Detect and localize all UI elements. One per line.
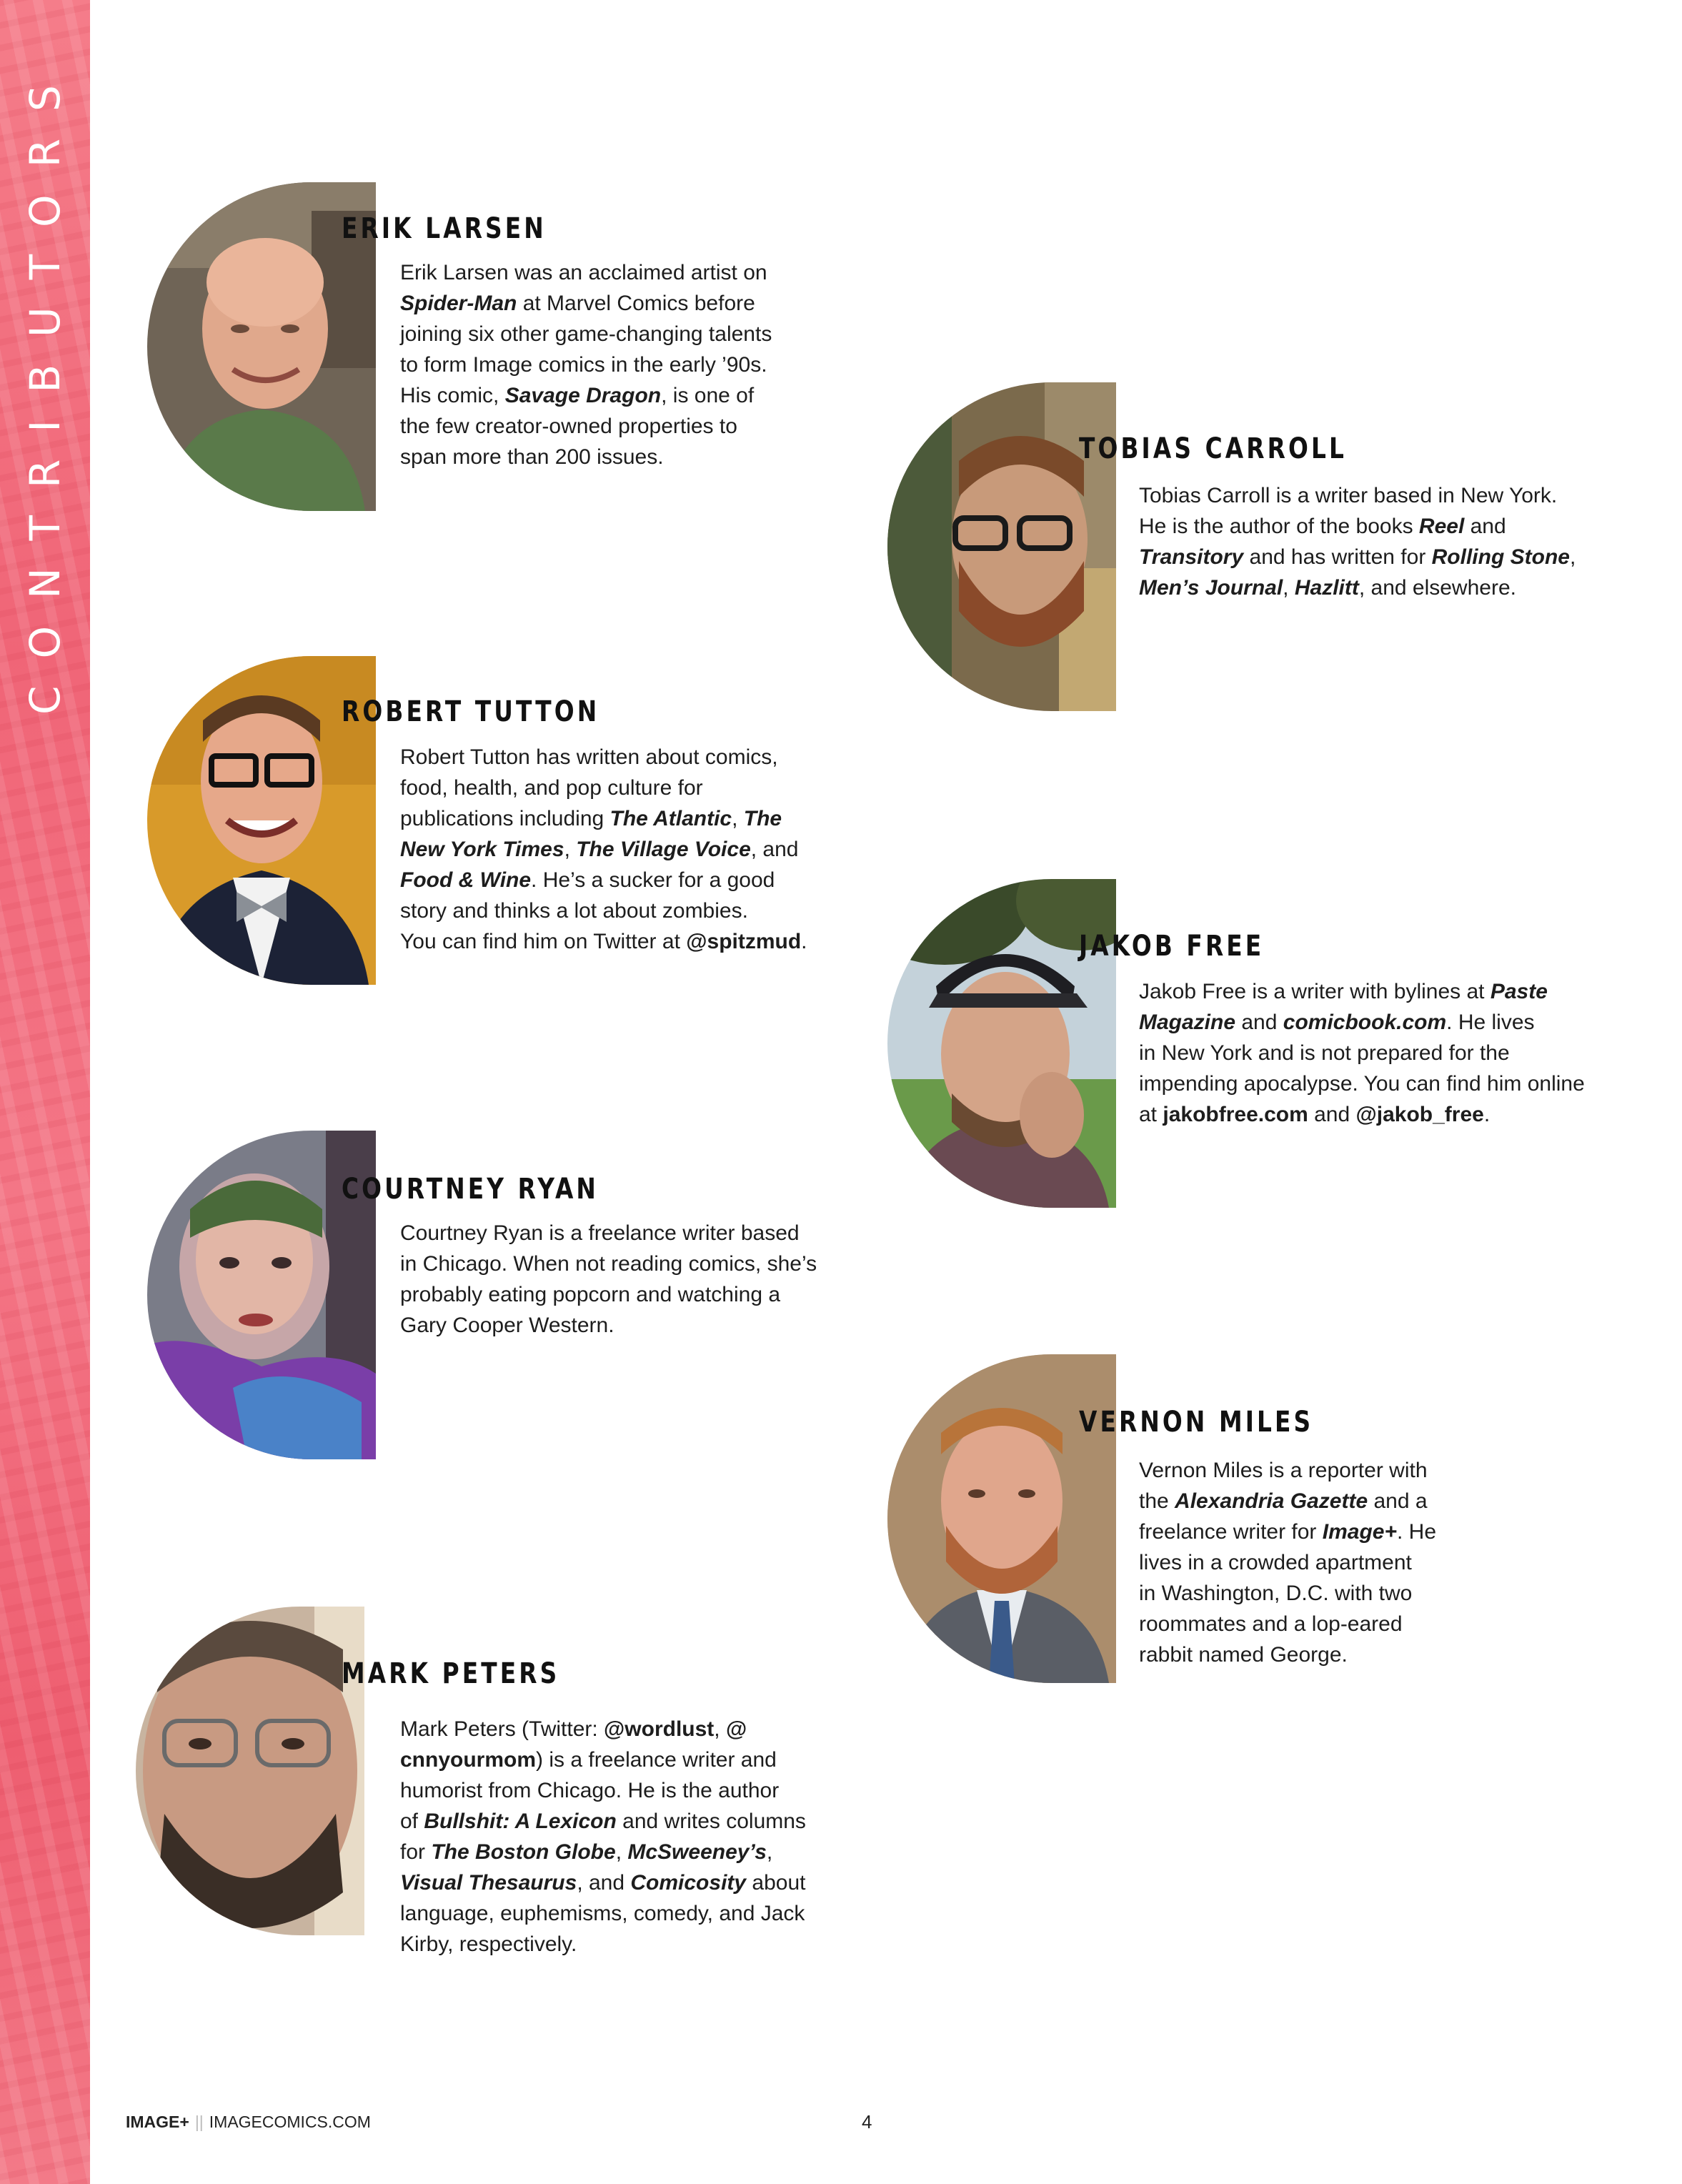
bio-text: in Washington, D.C. with two [1139,1582,1413,1605]
bio-emphasis: Food & Wine [400,868,532,892]
footer-brand-name: IMAGE+ [126,2113,189,2131]
bio-text: lives in a crowded apartment [1139,1551,1412,1574]
bio-text: , [1569,545,1576,569]
bio-line [1139,1639,1436,1670]
bio-emphasis: Hazlitt [1294,576,1359,600]
bio-text: , [615,1840,628,1864]
footer-separator: || [194,2113,204,2131]
bio-text: Gary Cooper Western. [400,1314,614,1337]
bio-text: and [1235,1011,1283,1034]
bio-emphasis: Magazine [1139,1011,1236,1034]
bio-emphasis: McSweeney’s [627,1840,767,1864]
bio-text: food, health, and pop culture for [400,776,703,800]
bio-line [400,1806,806,1837]
bio-text: language, euphemisms, comedy, and Jack [400,1902,805,1925]
bio-emphasis: Spider-Man [400,292,517,315]
bio-text: span more than 200 issues. [400,445,664,469]
bio-text: Erik Larsen was an acclaimed artist on [400,261,767,284]
contributor-name-vernon-miles: VERNON MILES [1079,1406,1314,1439]
bio-text: Courtney Ryan is a freelance writer based [400,1221,800,1245]
bio-text: , is one of [661,384,755,407]
footer-brand [126,2111,371,2133]
bio-line [400,865,807,895]
bio-line [1139,1099,1585,1130]
section-title: CONTRIBUTORS [21,58,69,715]
bio-line [1139,1486,1436,1517]
bio-emphasis: Bullshit: A Lexicon [424,1810,617,1833]
bio-text: about [746,1871,806,1895]
bio-line [400,1837,806,1867]
bio-line [1139,572,1576,603]
contributor-name-courtney-ryan: COURTNEY RYAN [342,1173,599,1206]
bio-text: , and elsewhere. [1358,576,1516,600]
bio-text: , [766,1840,773,1864]
bio-line [400,1929,806,1960]
bio-emphasis: The Boston Globe [431,1840,616,1864]
bio-line [1139,1455,1436,1486]
bio-text: story and thinks a lot about zombies. [400,899,748,923]
bio-text: and writes columns [616,1810,806,1833]
bio-emphasis: Alexandria Gazette [1175,1489,1368,1513]
bio-line [400,834,807,865]
bio-line [1139,1578,1436,1609]
bio-line [1139,1547,1436,1578]
bio-text: publications including [400,807,610,830]
bio-emphasis: Reel [1418,515,1465,538]
bio-emphasis: Transitory [1139,545,1244,569]
bio-emphasis: The Atlantic [609,807,732,830]
bio-line [400,1744,806,1775]
bio-line [400,319,772,349]
bio-line [400,411,772,442]
bio-text: He is the author of the books [1139,515,1419,538]
contributor-name-jakob-free: JAKOB FREE [1079,930,1265,963]
bio-line [400,442,772,472]
contributor-bio-mark-peters [400,1714,806,1960]
bio-line [1139,1068,1585,1099]
bio-text: at [1139,1103,1163,1126]
bio-text: in New York and is not prepared for the [1139,1041,1510,1065]
bio-text: , [1283,576,1295,600]
bio-line [400,1279,817,1310]
photo-jakob-free [887,879,1116,1208]
bio-line [400,895,807,926]
bio-emphasis: Image+ [1322,1520,1397,1544]
bio-text: Kirby, respectively. [400,1932,577,1956]
bio-line [400,257,772,288]
bio-line [400,288,772,319]
bio-text: , [564,838,577,861]
bio-line [1139,1038,1585,1068]
bio-text: Mark Peters (Twitter: [400,1717,604,1741]
bio-line [400,926,807,957]
bio-line [1139,1007,1585,1038]
bio-text: . He [1397,1520,1437,1544]
contributor-name-mark-peters: MARK PETERS [342,1657,560,1690]
bio-emphasis: @spitzmud [686,930,802,953]
bio-text: Robert Tutton has written about comics, [400,745,778,769]
bio-text: Tobias Carroll is a writer based in New York. [1139,484,1558,507]
bio-text: joining six other game-changing talents [400,322,772,346]
contributor-bio-robert-tutton [400,742,807,957]
bio-emphasis: @jakob_free [1355,1103,1484,1126]
bio-text: the few creator-owned properties to [400,415,737,438]
bio-line [400,1867,806,1898]
bio-line [400,1898,806,1929]
bio-emphasis: Visual Thesaurus [400,1871,577,1895]
bio-emphasis: @wordlust [604,1717,715,1741]
bio-emphasis: The [743,807,782,830]
bio-line [1139,542,1576,572]
bio-text: to form Image comics in the early ’90s. [400,353,767,377]
bio-text: humorist from Chicago. He is the author [400,1779,780,1802]
bio-line [400,773,807,803]
photo-vernon-miles [887,1354,1116,1683]
bio-text: , [714,1717,726,1741]
bio-emphasis: Rolling Stone [1431,545,1570,569]
bio-text: ) is a freelance writer and [536,1748,777,1772]
bio-text: freelance writer for [1139,1520,1323,1544]
bio-text: , and [577,1871,631,1895]
bio-emphasis: Paste [1490,980,1548,1003]
bio-emphasis: @ [725,1717,747,1741]
contributor-bio-vernon-miles [1139,1455,1436,1670]
bio-text: , [732,807,744,830]
bio-text: and a [1368,1489,1428,1513]
contributor-name-robert-tutton: ROBERT TUTTON [342,695,600,728]
contributor-bio-jakob-free [1139,976,1585,1130]
bio-line [1139,480,1576,511]
bio-text: You can find him on Twitter at [400,930,687,953]
contributor-name-erik-larsen: ERIK LARSEN [342,212,547,245]
bio-line [400,803,807,834]
bio-text: impending apocalypse. You can find him online [1139,1072,1585,1096]
contributors-sidebar [0,0,90,2184]
bio-line [400,1249,817,1279]
bio-emphasis: Comicosity [630,1871,747,1895]
photo-mark-peters [136,1607,364,1935]
bio-line [400,349,772,380]
bio-text: probably eating popcorn and watching a [400,1283,781,1306]
bio-text: for [400,1840,432,1864]
contributor-bio-erik-larsen [400,257,772,472]
contributor-bio-courtney-ryan [400,1218,817,1341]
bio-line [1139,511,1576,542]
bio-text: , and [750,838,799,861]
bio-text: His comic, [400,384,505,407]
bio-line [400,742,807,773]
contributor-name-tobias-carroll: TOBIAS CARROLL [1079,432,1347,465]
bio-text: in Chicago. When not reading comics, she’s [400,1252,817,1276]
bio-text: and [1308,1103,1356,1126]
bio-text: rabbit named George. [1139,1643,1348,1667]
bio-emphasis: New York Times [400,838,564,861]
bio-emphasis: cnnyourmom [400,1748,537,1772]
bio-text: Jakob Free is a writer with bylines at [1139,980,1491,1003]
contributor-bio-tobias-carroll [1139,480,1576,603]
bio-emphasis: The Village Voice [576,838,751,861]
footer-site-link[interactable]: IMAGECOMICS.COM [209,2113,371,2131]
bio-text: . [1483,1103,1491,1126]
bio-emphasis: jakobfree.com [1163,1103,1308,1126]
bio-text: . He lives [1446,1011,1535,1034]
bio-emphasis: Men’s Journal [1139,576,1283,600]
bio-emphasis: comicbook.com [1283,1011,1447,1034]
bio-line [400,1218,817,1249]
bio-text: roommates and a lop-eared [1139,1612,1403,1636]
bio-line [400,1714,806,1744]
page-number: 4 [862,2111,872,2133]
bio-line [1139,976,1585,1007]
bio-text: and [1464,515,1506,538]
bio-line [1139,1609,1436,1639]
bio-text: at Marvel Comics before [517,292,755,315]
bio-emphasis: Savage Dragon [504,384,662,407]
bio-text: . [801,930,807,953]
bio-text: and has written for [1243,545,1432,569]
bio-line [1139,1517,1436,1547]
bio-line [400,1310,817,1341]
bio-line [400,1775,806,1806]
bio-text: . He’s a sucker for a good [531,868,775,892]
bio-line [400,380,772,411]
bio-text: of [400,1810,424,1833]
bio-text: the [1139,1489,1175,1513]
bio-text: Vernon Miles is a reporter with [1139,1459,1428,1482]
